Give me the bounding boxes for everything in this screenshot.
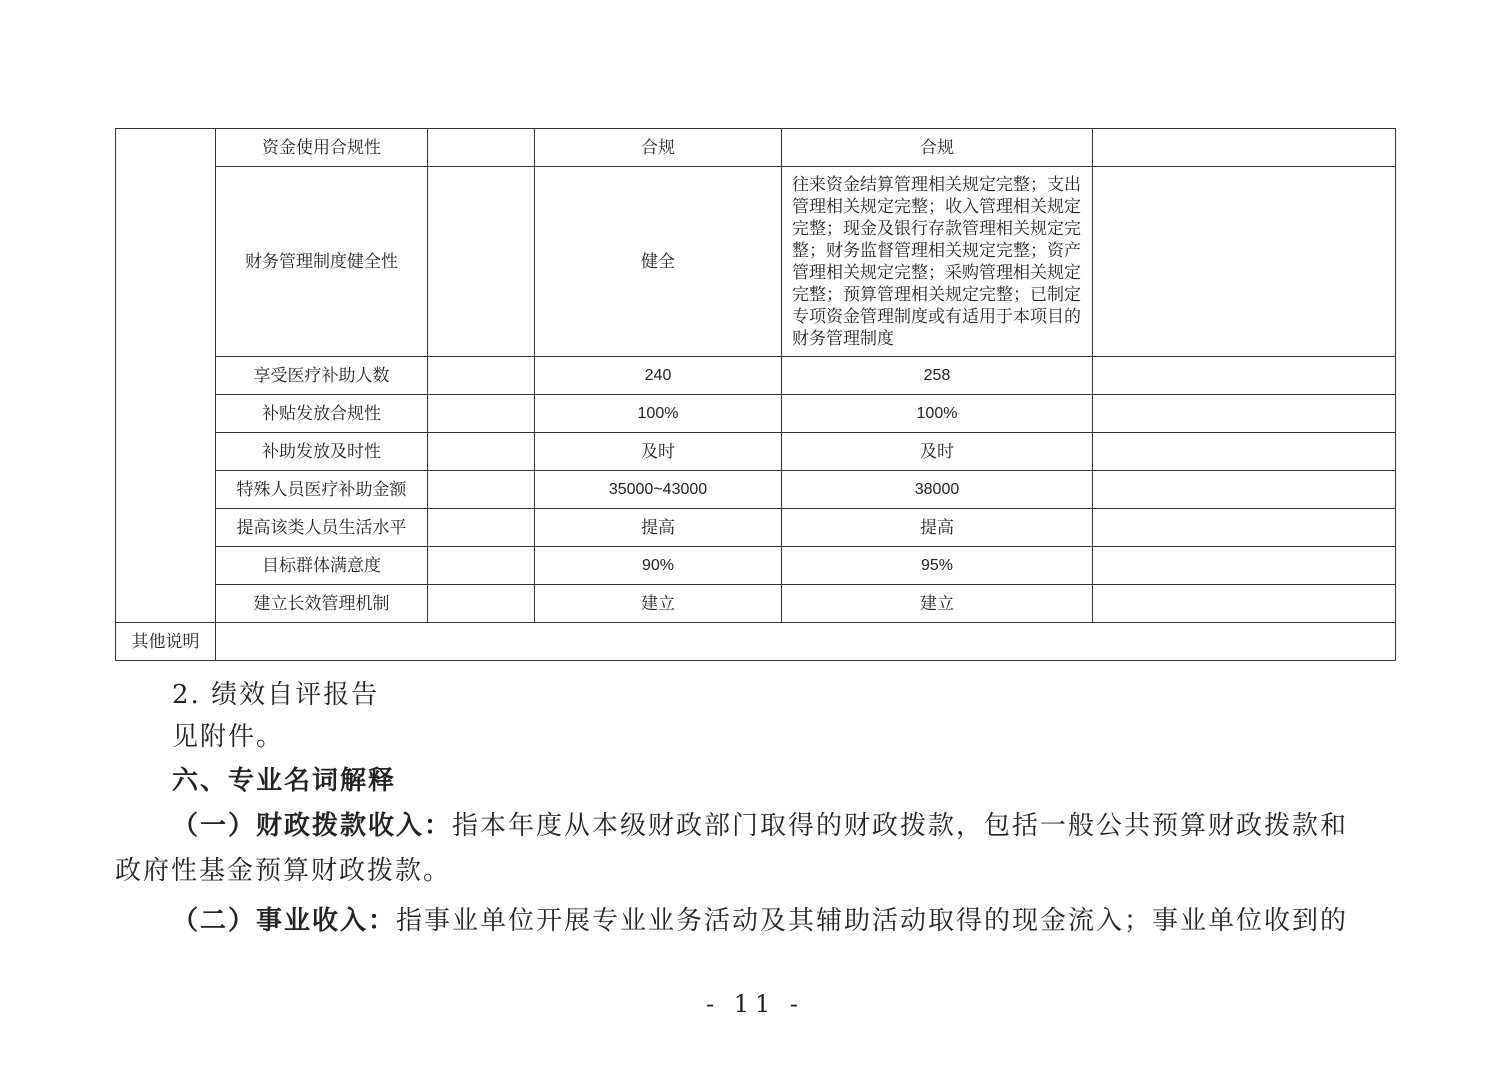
- index-value: 100%: [535, 395, 782, 433]
- table-row: [116, 547, 1396, 585]
- section-2-text: 见附件。: [172, 722, 285, 752]
- index-value: 35000~43000: [535, 471, 782, 509]
- table-row: [116, 129, 1396, 167]
- actual-value: 95%: [782, 547, 1093, 585]
- actual-value: 合规: [782, 129, 1093, 167]
- actual-value: 建立: [782, 585, 1093, 623]
- index-value: 提高: [535, 509, 782, 547]
- blank-cell: [428, 129, 535, 167]
- actual-value: 提高: [782, 509, 1093, 547]
- index-value: 240: [535, 357, 782, 395]
- remark-cell: [1093, 509, 1396, 547]
- actual-value: 100%: [782, 395, 1093, 433]
- indicator-name: 补助发放及时性: [216, 433, 428, 471]
- index-value: 建立: [535, 585, 782, 623]
- indicator-name: 财务管理制度健全性: [216, 167, 428, 357]
- indicator-name: 提高该类人员生活水平: [216, 509, 428, 547]
- remark-cell: [1093, 547, 1396, 585]
- table-row: [116, 395, 1396, 433]
- term-item-1-continued: 政府性基金预算财政拨款。: [115, 856, 452, 886]
- blank-cell: [428, 547, 535, 585]
- actual-value: 258: [782, 357, 1093, 395]
- indicator-name: 目标群体满意度: [216, 547, 428, 585]
- page-number: - 11 -: [705, 990, 804, 1018]
- blank-cell: [428, 395, 535, 433]
- table-row: [116, 585, 1396, 623]
- other-notes-value: [216, 623, 1396, 661]
- indicator-name: 资金使用合规性: [216, 129, 428, 167]
- actual-value: 及时: [782, 433, 1093, 471]
- blank-cell: [428, 357, 535, 395]
- table-row: [116, 357, 1396, 395]
- term-label: （一）财政拨款收入：: [172, 811, 453, 841]
- remark-cell: [1093, 433, 1396, 471]
- indicator-name: 补贴发放合规性: [216, 395, 428, 433]
- index-value: 健全: [535, 167, 782, 357]
- section-6-heading: 六、专业名词解释: [172, 766, 397, 796]
- table-row: [116, 167, 1396, 357]
- table-row: [116, 509, 1396, 547]
- actual-value: 往来资金结算管理相关规定完整；支出管理相关规定完整；收入管理相关规定完整；现金及银行存款管理相关规定完整；财务监督管理相关规定完整；资产管理相关规定完整；采购管理相关规定完整；预算管理相关规定完整；已制定专项资金管理制度或有适用于本项目的财务管理制度: [782, 167, 1093, 357]
- performance-table: [115, 128, 1396, 661]
- index-value: 合规: [535, 129, 782, 167]
- table-row: [116, 433, 1396, 471]
- actual-value: 38000: [782, 471, 1093, 509]
- remark-cell: [1093, 129, 1396, 167]
- indicator-name: 建立长效管理机制: [216, 585, 428, 623]
- blank-cell: [428, 167, 535, 357]
- remark-cell: [1093, 471, 1396, 509]
- remark-cell: [1093, 167, 1396, 357]
- category-cell: [116, 129, 216, 623]
- index-value: 90%: [535, 547, 782, 585]
- blank-cell: [428, 509, 535, 547]
- term-item-2: [172, 900, 1387, 937]
- table-row: [116, 623, 1396, 661]
- remark-cell: [1093, 357, 1396, 395]
- blank-cell: [428, 433, 535, 471]
- index-value: 及时: [535, 433, 782, 471]
- table-row: [116, 471, 1396, 509]
- term-definition: 指本年度从本级财政部门取得的财政拨款，包括一般公共预算财政拨款和: [452, 811, 1349, 841]
- term-definition: 指事业单位开展专业业务活动及其辅助活动取得的现金流入；事业单位收到的: [396, 906, 1349, 936]
- blank-cell: [428, 585, 535, 623]
- section-2-heading: 2. 绩效自评报告: [172, 680, 380, 710]
- blank-cell: [428, 471, 535, 509]
- term-label: （二）事业收入：: [172, 906, 397, 936]
- indicator-name: 特殊人员医疗补助金额: [216, 471, 428, 509]
- other-notes-label: 其他说明: [116, 623, 216, 661]
- remark-cell: [1093, 395, 1396, 433]
- remark-cell: [1093, 585, 1396, 623]
- indicator-name: 享受医疗补助人数: [216, 357, 428, 395]
- term-item-1: [172, 805, 1387, 842]
